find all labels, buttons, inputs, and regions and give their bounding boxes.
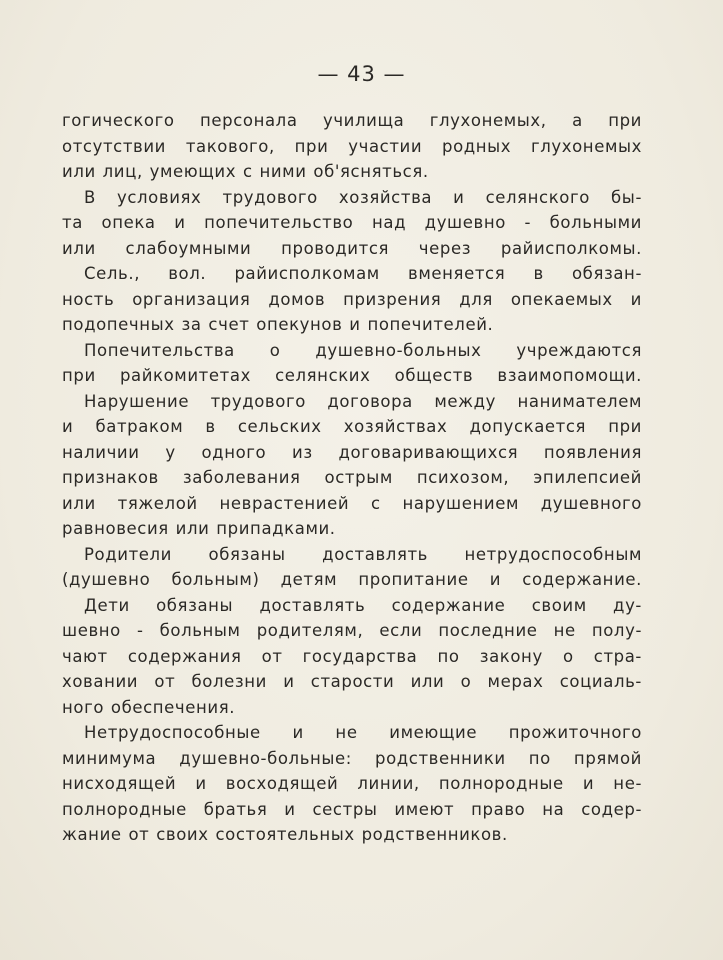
text-line: или слабоумными проводится через райисполкомы. — [62, 238, 642, 258]
text-line: та опека и попечительство над душевно - больными — [62, 213, 642, 232]
paragraph-start: Дети обязаны доставлять содержание своим ду- — [84, 595, 642, 615]
text-line: жание от своих состоятельных родственников. — [62, 825, 508, 844]
text-line: (душевно больным) детям пропитание и содержание. — [62, 570, 642, 589]
text-line: при райкомитетах селянских обществ взаимопомощи. — [62, 366, 642, 385]
text-line: ность организация домов призрения для опекаемых и — [62, 289, 642, 309]
text-line: равновесия или припадками. — [62, 519, 336, 538]
text-line: гогического персонала училища глухонемых, а при — [62, 111, 642, 130]
body-text — [62, 108, 642, 848]
text-line: нисходящей и восходящей линии, полнородные и не- — [62, 774, 642, 793]
text-line: ховании от болезни и старости или о мерах социаль- — [62, 672, 642, 691]
paragraph-start: Сель., вол. райисполкомам вменяется в обязан- — [84, 264, 642, 283]
text-line: шевно - больным родителям, если последние не полу- — [62, 621, 642, 640]
paragraph-start: Родители обязаны доставлять нетрудоспособным — [84, 544, 642, 564]
text-line: полнородные братья и сестры имеют право на содер- — [62, 799, 642, 819]
text-line: или лиц, умеющих с ними об'ясняться. — [62, 162, 429, 181]
text-line: или тяжелой неврастенией с нарушением душевного — [62, 493, 642, 513]
text-line: и батраком в сельских хозяйствах допускается при — [62, 417, 642, 436]
text-line: минимума душевно-больные: родственники по прямой — [62, 748, 642, 768]
paragraph-start: Нарушение трудового договора между нанимателем — [84, 391, 642, 411]
text-line: чают содержания от государства по закону о стра- — [62, 646, 642, 666]
paragraph-start: Попечительства о душевно-больных учреждаются — [84, 340, 642, 360]
text-line: признаков заболевания острым психозом, эпилепсией — [62, 468, 642, 487]
page-number: — 43 — — [317, 62, 406, 86]
paragraph-start: Нетрудоспособные и не имеющие прожиточного — [84, 723, 642, 742]
text-line: подопечных за счет опекунов и попечителей. — [62, 315, 494, 334]
paragraph-start: В условиях трудового хозяйства и селянского бы- — [84, 187, 642, 207]
text-line: ного обеспечения. — [62, 697, 236, 717]
text-line: отсутствии такового, при участии родных глухонемых — [62, 136, 642, 156]
text-line: наличии у одного из договаривающихся появления — [62, 442, 642, 462]
